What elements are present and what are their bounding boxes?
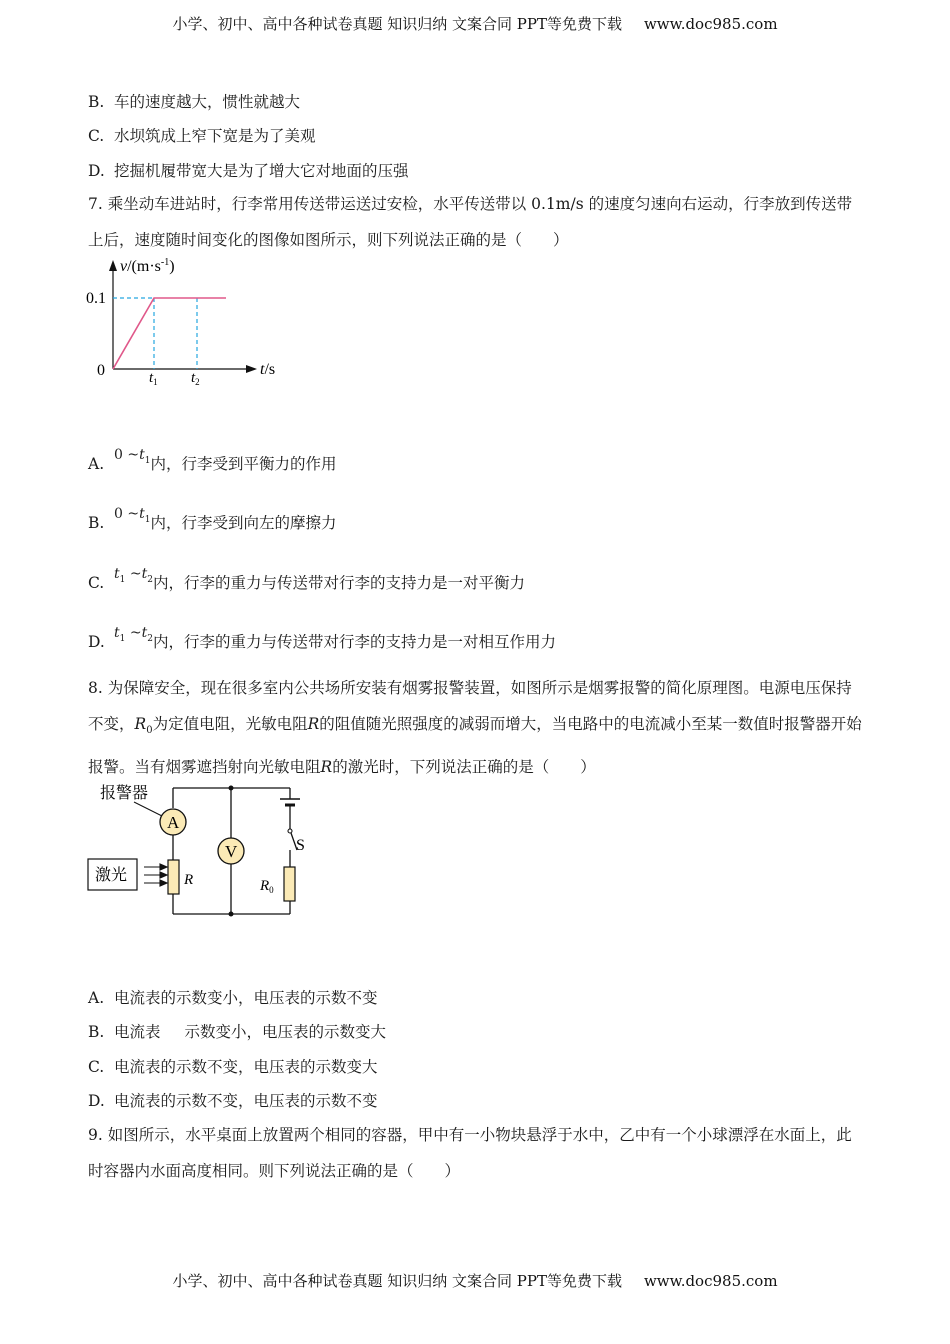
q6-option-d: D. 挖掘机履带宽大是为了增大它对地面的压强	[88, 162, 409, 180]
q6-option-c: C. 水坝筑成上窄下宽是为了美观	[88, 127, 316, 145]
q8-option-b: B. 电流表 示数变小，电压表的示数变大	[88, 1023, 387, 1041]
alarm-pointer	[134, 802, 162, 816]
q8-option-c: C. 电流表的示数不变，电压表的示数变大	[88, 1058, 378, 1076]
q7-option-b: B. 0 $\sim t_1$内，行李受到向左的摩擦力	[88, 506, 337, 532]
ammeter-label: A	[167, 813, 180, 832]
footer-site-link[interactable]: www.doc985.com	[643, 1272, 778, 1290]
photoresistor	[168, 860, 179, 894]
q7-option-d: D. $t_1$ $\sim t_2$内，行李的重力与传送带对行李的支持力是一对相互作用力	[88, 625, 556, 651]
q7-stem: 7. 乘坐动车进站时，行李常用传送带运送过安检，水平传送带以 0.1m/s 的速度匀速向右运动，行李放到传送带上后，速度随时间变化的图像如图所示，则下列说法正确的是（ ）	[88, 195, 853, 249]
photoresistor-label: R	[184, 872, 194, 888]
y-axis-label: $v/(m\cdot s^{-1})$	[120, 257, 175, 275]
q7-option-c: C. $t_1$ $\sim t_2$内，行李的重力与传送带对行李的支持力是一对平衡力	[88, 566, 525, 592]
switch-contact	[288, 829, 292, 833]
header-site-link[interactable]: www.doc985.com	[643, 15, 778, 33]
switch-label: S	[296, 837, 305, 854]
alarm-label: 报警器	[100, 783, 149, 802]
velocity-curve	[113, 298, 226, 369]
x-axis-arrow	[246, 365, 257, 373]
origin-label: 0	[97, 362, 105, 379]
y-tick-label: 0.1	[86, 290, 106, 307]
footer-text: 小学、初中、高中各种试卷真题 知识归纳 文案合同 PPT等免费下载	[172, 1272, 622, 1290]
t1-label: $t_1$	[149, 370, 158, 387]
page-footer	[0, 1270, 950, 1291]
laser-label: 激光	[95, 865, 128, 884]
q7-option-a: A. 0 $\sim t_1$内，行李受到平衡力的作用	[88, 447, 337, 473]
fixed-resistor	[284, 867, 295, 901]
header-text: 小学、初中、高中各种试卷真题 知识归纳 文案合同 PPT等免费下载	[172, 15, 622, 33]
math-interval: $t_1$ $\sim t_2$	[114, 566, 153, 585]
q8-option-d: D. 电流表的示数不变，电压表的示数不变	[88, 1092, 378, 1110]
q9-stem: 9. 如图所示，水平桌面上放置两个相同的容器，甲中有一小物块悬浮于水中，乙中有一个小球漂浮在水面上，此时容器内水面高度相同。则下列说法正确的是（ ）	[88, 1126, 852, 1180]
t2-label: $t_2$	[191, 370, 200, 387]
math-interval: 0 $\sim t_1$	[114, 447, 151, 466]
math-interval: $t_1$ $\sim t_2$	[114, 625, 153, 644]
fixed-resistor-label: $R_0$	[260, 878, 274, 895]
q8-option-a: A. 电流表的示数变小，电压表的示数不变	[88, 989, 378, 1007]
velocity-time-graph	[84, 255, 294, 395]
laser-beams	[144, 864, 167, 886]
math-interval: 0 $\sim t_1$	[114, 506, 151, 525]
q6-option-b: B. 车的速度越大，惯性就越大	[88, 93, 301, 111]
q8-stem: 8. 为保障安全，现在很多室内公共场所安装有烟雾报警装置，如图所示是烟雾报警的简化原理图。电源电压保持不变，$R_0$为定值电阻，光敏电阻R的阻值随光照强度的减弱而增大，当电路中的电流减小至某一数值时报警器开始报警。当有烟雾遮挡射向光敏电阻R的激光时，下列说法正确的是（ ）	[88, 679, 862, 777]
voltmeter-label: V	[225, 842, 238, 861]
smoke-alarm-circuit	[84, 780, 324, 925]
page-header	[0, 13, 950, 34]
y-axis-arrow	[109, 260, 117, 271]
x-axis-label: t/s	[260, 361, 276, 378]
